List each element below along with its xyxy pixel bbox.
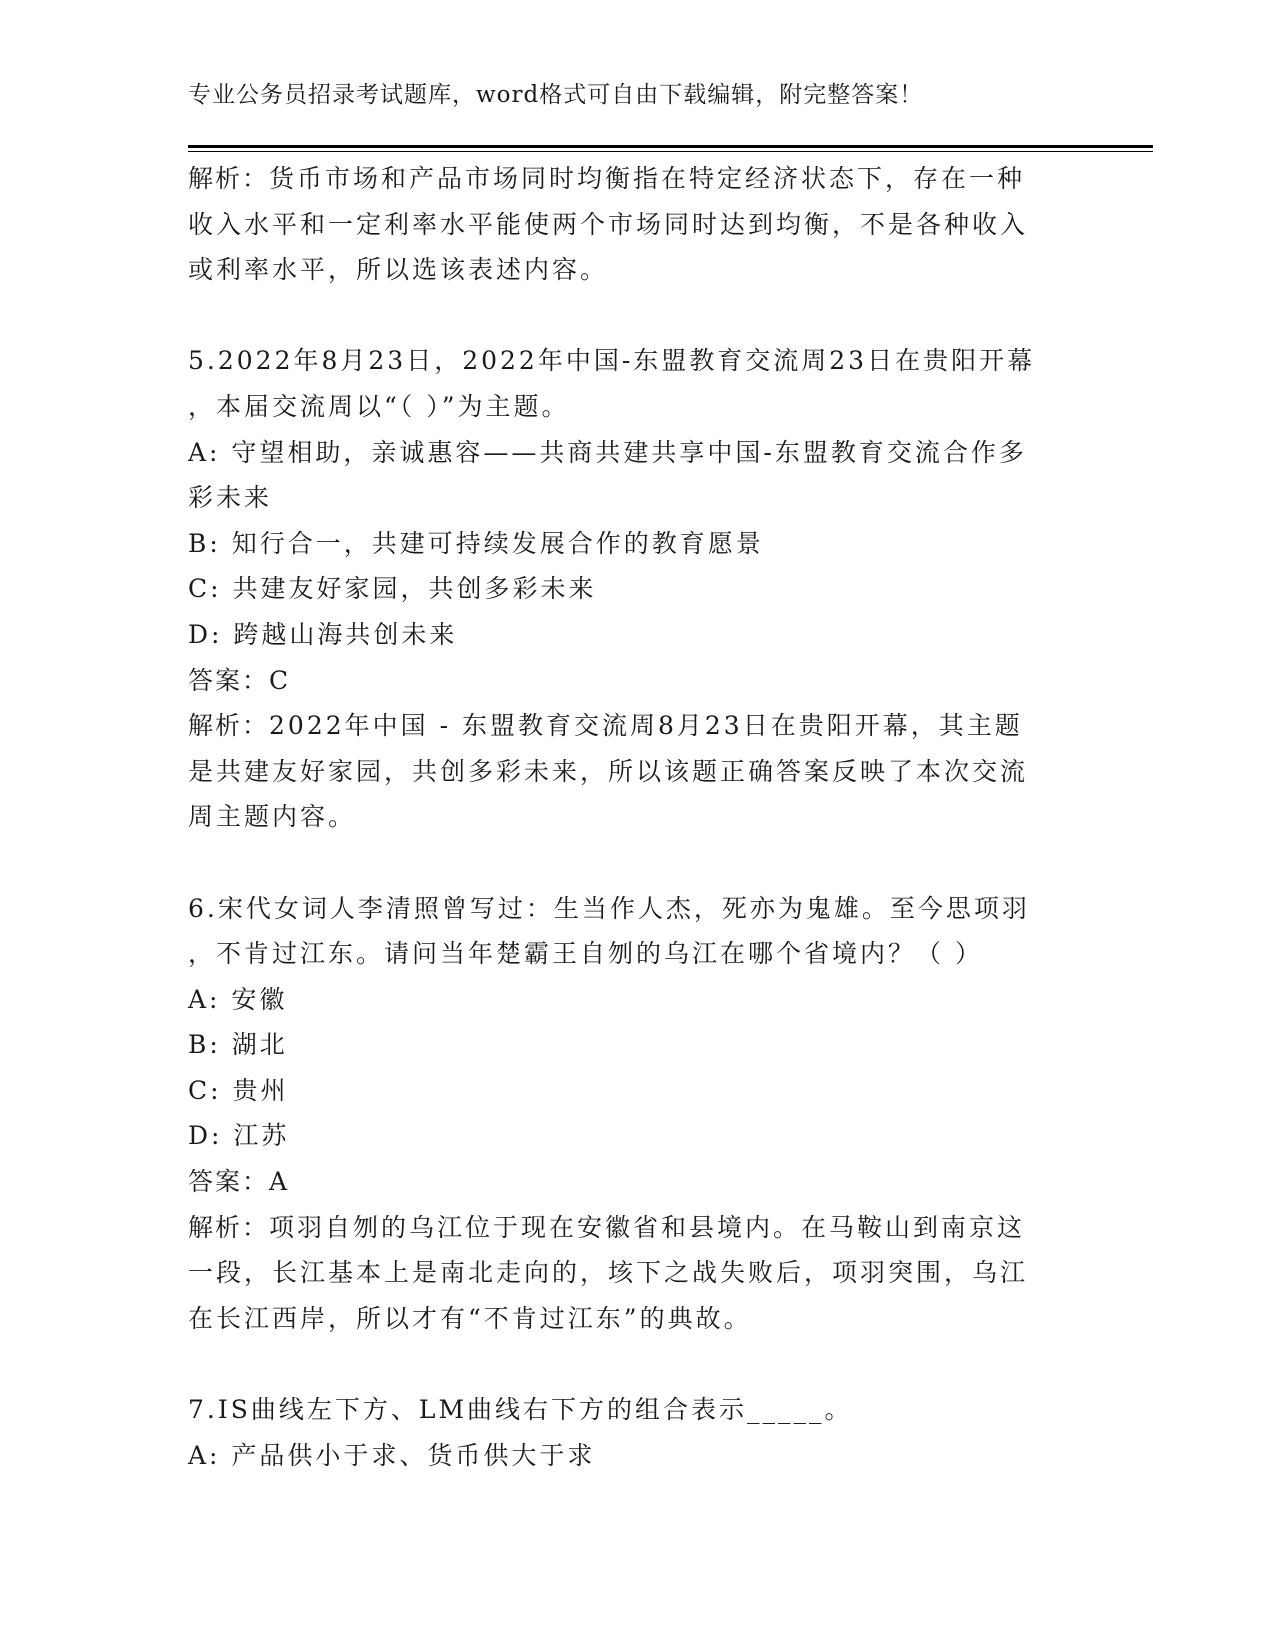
q6-question-line: 6.宋代女词人李清照曾写过：生当作人杰，死亦为鬼雄。至今思项羽 xyxy=(188,893,1030,923)
q6-analysis-line xyxy=(188,1205,1068,1251)
q5-question-line: ，本届交流周以“（ ）”为主题。 xyxy=(188,391,570,421)
q6-analysis-line: 在长江西岸，所以才有“不肯过江东”的典故。 xyxy=(188,1303,752,1333)
spacer xyxy=(188,1341,1068,1387)
spacer xyxy=(188,840,1068,886)
document-body xyxy=(188,156,1068,1478)
q7-option-a: A: 产品供小于求、货币供大于求 xyxy=(188,1440,596,1470)
q6-option-a: A: 安徽 xyxy=(188,984,288,1014)
q7-question-line: 7.IS曲线左下方、LM曲线右下方的组合表示_____。 xyxy=(188,1395,853,1425)
spacer xyxy=(188,293,1068,339)
q5-answer-value: C xyxy=(269,665,292,695)
q5-analysis-text: 2022年中国 - 东盟教育交流周8月23日在贵阳开幕，其主题 xyxy=(269,711,1023,741)
q5-option-a-cont: 彩未来 xyxy=(188,483,273,513)
answer-label: 答案： xyxy=(188,1167,270,1197)
q5-analysis-line: 周主题内容。 xyxy=(188,802,357,832)
analysis-label: 解析： xyxy=(188,1212,270,1242)
q4-analysis-text: 货币市场和产品市场同时均衡指在特定经济状态下，存在一种 xyxy=(269,164,1026,193)
q5-answer-line xyxy=(188,658,1068,704)
q5-analysis-line xyxy=(188,703,1068,749)
q6-question-line: ，不肯过江东。请问当年楚霸王自刎的乌江在哪个省境内？（ ） xyxy=(188,939,983,969)
q6-analysis-text: 项羽自刎的乌江位于现在安徽省和县境内。在马鞍山到南京这 xyxy=(269,1212,1026,1242)
q4-analysis-line: 或利率水平，所以选该表述内容。 xyxy=(188,255,609,285)
q5-question-line: 5.2022年8月23日，2022年中国-东盟教育交流周23日在贵阳开幕 xyxy=(188,346,1036,376)
page-header: 专业公务员招录考试题库，word格式可自由下载编辑，附完整答案！ xyxy=(188,82,924,108)
q6-analysis-line: 一段，长江基本上是南北走向的，垓下之战失败后，项羽突围，乌江 xyxy=(188,1258,1029,1288)
q6-answer-value: A xyxy=(269,1167,291,1197)
analysis-label: 解析： xyxy=(188,164,270,193)
q5-option-a: A: 守望相助，亲诚惠容——共商共建共享中国-东盟教育交流合作多 xyxy=(188,437,1027,467)
answer-label: 答案： xyxy=(188,665,270,695)
q4-analysis-line xyxy=(188,156,1068,202)
q6-option-d: D: 江苏 xyxy=(188,1121,290,1151)
q6-option-c: C: 贵州 xyxy=(188,1075,289,1105)
header-rule-thin xyxy=(188,151,1153,152)
header-rule-thick xyxy=(188,145,1153,148)
q5-option-b: B: 知行合一，共建可持续发展合作的教育愿景 xyxy=(188,528,764,558)
q5-option-c: C: 共建友好家园，共创多彩未来 xyxy=(188,574,597,604)
q6-answer-line xyxy=(188,1159,1068,1205)
analysis-label: 解析： xyxy=(188,711,270,741)
q4-analysis-line: 收入水平和一定利率水平能使两个市场同时达到均衡，不是各种收入 xyxy=(188,209,1029,239)
q5-option-d: D: 跨越山海共创未来 xyxy=(188,619,458,649)
q6-option-b: B: 湖北 xyxy=(188,1030,288,1060)
q5-analysis-line: 是共建友好家园，共创多彩未来，所以该题正确答案反映了本次交流 xyxy=(188,756,1029,786)
